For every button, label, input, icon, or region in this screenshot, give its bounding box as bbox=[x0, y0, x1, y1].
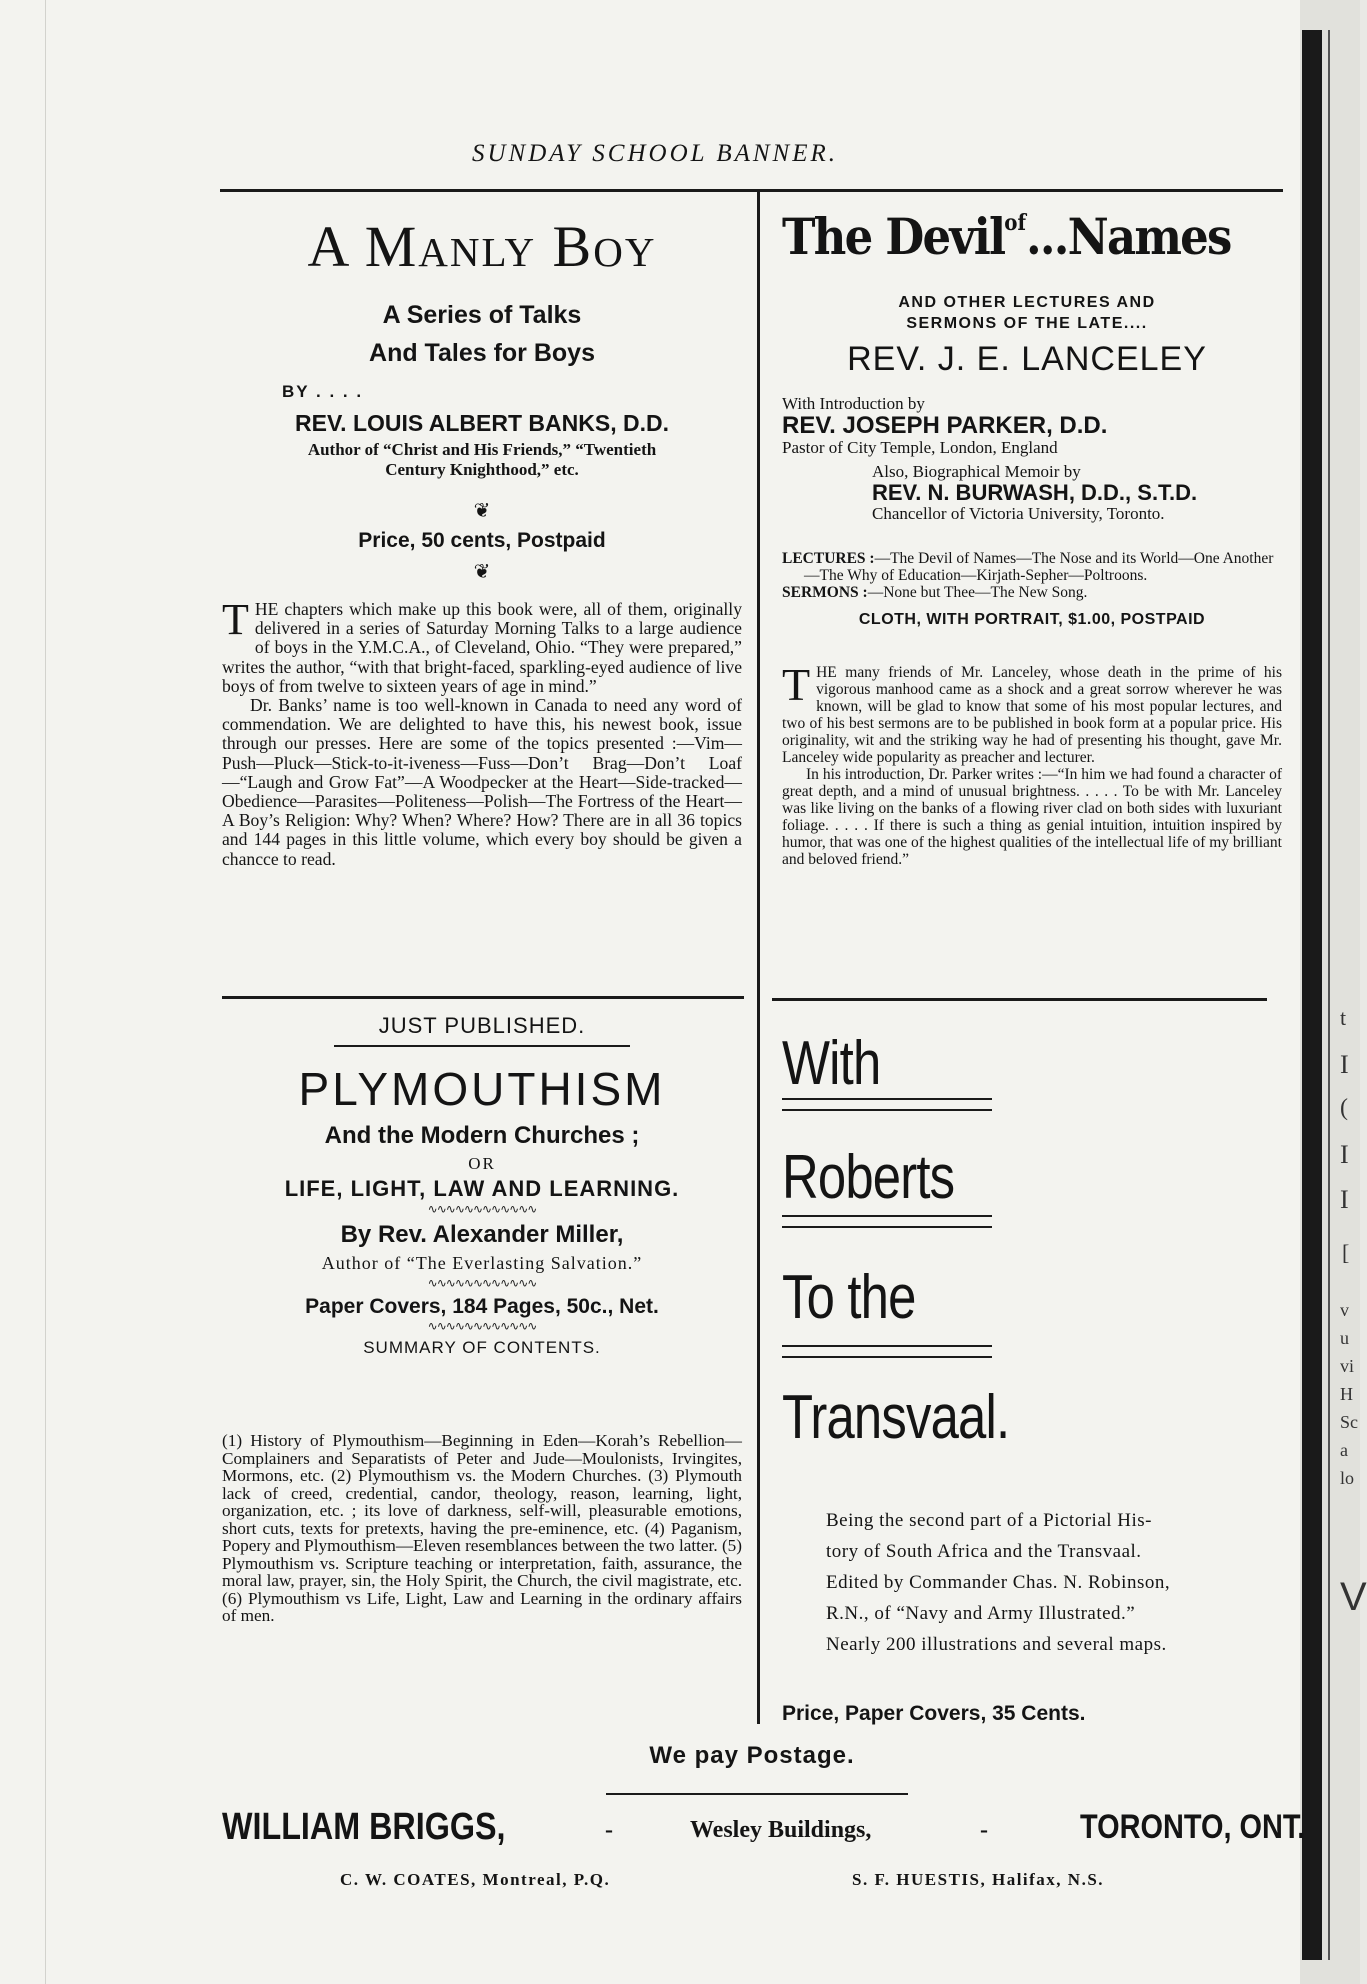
devil-title-of: of bbox=[1004, 210, 1027, 236]
devil-memoir-name: REV. N. BURWASH, D.D., S.T.D. bbox=[872, 480, 1198, 505]
publisher-name: WILLIAM BRIGGS, bbox=[222, 1806, 506, 1848]
fleuron-icon: ❦ bbox=[473, 500, 491, 522]
plymouthism-ad bbox=[222, 1013, 742, 1039]
roberts-title-line-3: To the bbox=[782, 1263, 916, 1332]
header-rule bbox=[220, 189, 1283, 192]
just-published-underline bbox=[334, 1045, 630, 1047]
manly-boy-author: REV. LOUIS ALBERT BANKS, D.D. bbox=[295, 410, 669, 436]
adjacent-glyph: u bbox=[1340, 1328, 1349, 1348]
manly-boy-by: BY . . . . bbox=[282, 382, 364, 401]
running-header: SUNDAY SCHOOL BANNER. bbox=[471, 140, 839, 167]
adjacent-glyph: vi bbox=[1340, 1356, 1355, 1376]
plymouthism-works: Author of “The Everlasting Salvation.” bbox=[321, 1253, 643, 1273]
devil-contents bbox=[782, 550, 1282, 628]
roberts-title-line-4: Transvaal. bbox=[782, 1383, 1010, 1452]
double-rule bbox=[782, 1345, 992, 1358]
roberts-desc-line: tory of South Africa and the Transvaal. bbox=[826, 1541, 1142, 1562]
manly-boy-body bbox=[222, 595, 742, 869]
adjacent-glyph: I bbox=[1340, 1185, 1349, 1214]
roberts-line-4-wrap bbox=[782, 1382, 1282, 1453]
devil-intro-label: With Introduction by bbox=[782, 394, 925, 413]
roberts-desc-line: Being the second part of a Pictorial His- bbox=[826, 1510, 1153, 1531]
devil-of-names-title-block bbox=[782, 207, 1282, 282]
squiggle-ornament: ∿∿∿∿∿∿∿∿∿∿∿∿ bbox=[427, 1319, 537, 1333]
manly-boy-paragraph-1: HE chapters which make up this book were, all of them, originally delivered in a series of Saturday Morning Talks to a large audience of boys in the Y.M.C.A., of Cleveland, Ohio. “They were prepared,” writes the author, “with that bright-faced, sparkling-eyed audience of live boys of from twelve to sixteen years of age in mind.” bbox=[222, 599, 742, 696]
devil-sermons bbox=[782, 584, 1282, 601]
drop-cap: T bbox=[782, 659, 811, 710]
plymouthism-summary: (1) History of Plymouthism—Beginning in Eden—Korah’s Rebellion—Complainers and Separatists of Peter and Jude—Moulonists, Irvingites, Mormons, etc. (2) Plymouthism vs. the Modern Churches. (3) Plymouth lack of creed, credential, candor, theology, reason, learning, light, organization, etc. ; its love of darkness, self-will, pleasurable emotions, short cuts, texts for pretexts, having the pre-eminence, etc. (4) Paganism, Popery and Plymouthism—Eleven resemblances between the two latter. (5) Plymouthism vs. Scripture teaching or interpretation, faith, assurance, the moral law, prayer, sin, the Holy Spirit, the Church, the civil magistrate, etc. (6) Plymouthism vs Life, Light, Law and Learning in the ordinary affairs of men. bbox=[222, 1431, 742, 1625]
devil-subtitle-block bbox=[772, 292, 1282, 379]
manly-boy-price: Price, 50 cents, Postpaid bbox=[358, 529, 606, 552]
plymouthism-price: Paper Covers, 184 Pages, 50c., Net. bbox=[305, 1295, 659, 1318]
roberts-title-line-2: Roberts bbox=[782, 1143, 955, 1212]
manly-boy-ad bbox=[222, 214, 742, 372]
devil-lectures-label: LECTURES : bbox=[782, 550, 875, 567]
plymouthism-summary-heading: SUMMARY OF CONTENTS. bbox=[363, 1338, 601, 1357]
adjacent-glyph: v bbox=[1340, 1300, 1349, 1320]
devil-memoir-role: Chancellor of Victoria University, Toronto. bbox=[872, 504, 1165, 523]
squiggle-ornament: ∿∿∿∿∿∿∿∿∿∿∿∿ bbox=[427, 1276, 537, 1290]
column-divider bbox=[757, 189, 760, 1724]
roberts-title-line-1: With bbox=[782, 1029, 881, 1098]
plymouthism-author: By Rev. Alexander Miller, bbox=[340, 1221, 624, 1248]
section-rule bbox=[772, 998, 1267, 1001]
devil-intro-name: REV. JOSEPH PARKER, D.D. bbox=[782, 412, 1108, 439]
devil-paragraph-1: HE many friends of Mr. Lanceley, whose death in the prime of his vigorous manhood came as a shock and a great sorrow wherever he was known, will be glad to know that some of his most popular lectures, and two of his best sermons are to be published in book form at a popular price. His originality, wit and the striking way he had of presenting his thought, gave Mr. Lanceley wide popularity as preacher and lecturer. bbox=[782, 664, 1282, 766]
postage-notice: We pay Postage. bbox=[649, 1742, 855, 1769]
adjacent-glyph: I bbox=[1340, 1140, 1349, 1169]
footer-dash: - bbox=[605, 1817, 613, 1843]
footer-dash: - bbox=[980, 1817, 988, 1843]
page-edge-line bbox=[45, 0, 46, 1984]
devil-title-part: Names bbox=[1067, 207, 1231, 266]
roberts-price: Price, Paper Covers, 35 Cents. bbox=[782, 1702, 1086, 1725]
devil-sermons-label: SERMONS : bbox=[782, 584, 868, 601]
drop-cap: T bbox=[222, 595, 249, 644]
adjacent-page-rule bbox=[1328, 30, 1330, 1960]
publisher-city: TORONTO, ONT. bbox=[1080, 1808, 1306, 1846]
devil-intro-block bbox=[782, 395, 1282, 523]
squiggle-ornament: ∿∿∿∿∿∿∿∿∿∿∿∿ bbox=[427, 1202, 537, 1216]
adjacent-glyph: H bbox=[1340, 1384, 1353, 1404]
devil-subtitle-1: AND OTHER LECTURES AND bbox=[898, 294, 1156, 311]
roberts-desc-line: R.N., of “Navy and Army Illustrated.” bbox=[826, 1603, 1136, 1624]
roberts-line-2-wrap bbox=[782, 1142, 1282, 1213]
plymouthism-subtitle: And the Modern Churches ; bbox=[324, 1122, 640, 1149]
devil-author: REV. J. E. LANCELEY bbox=[847, 340, 1207, 378]
adjacent-glyph: I bbox=[1340, 1050, 1349, 1079]
adjacent-page-binding-bar bbox=[1302, 30, 1322, 1960]
adjacent-glyph: Sc bbox=[1340, 1412, 1358, 1432]
plymouthism-title-block bbox=[222, 1063, 742, 1358]
devil-price: CLOTH, WITH PORTRAIT, $1.00, POSTPAID bbox=[858, 611, 1206, 628]
footer-rule bbox=[606, 1793, 908, 1795]
adjacent-glyph: [ bbox=[1342, 1240, 1350, 1265]
roberts-desc-line: Nearly 200 illustrations and several maps. bbox=[826, 1634, 1167, 1655]
devil-lectures-text: —The Devil of Names—The Nose and its World—One Another—The Why of Education—Kirjath-Sepher—Poltroons. bbox=[804, 550, 1274, 584]
roberts-line-3-wrap bbox=[782, 1262, 1282, 1333]
devil-memoir-label: Also, Biographical Memoir by bbox=[872, 462, 1081, 481]
plymouthism-title: PLYMOUTHISM bbox=[298, 1063, 666, 1115]
devil-intro-role: Pastor of City Temple, London, England bbox=[782, 438, 1058, 457]
roberts-description bbox=[826, 1505, 1296, 1660]
devil-of-names-title: The Devil$^{of}$...Names bbox=[782, 207, 1231, 266]
adjacent-glyph: V bbox=[1340, 1575, 1367, 1619]
plymouthism-subtitle-2: LIFE, LIGHT, LAW AND LEARNING. bbox=[284, 1176, 680, 1201]
manly-boy-paragraph-2: Dr. Banks’ name is too well-known in Canada to need any word of commendation. We are delighted to have this, his newest book, issue through our presses. Here are some of the topics presented :—Vim—Push—Pluck—Stick-to-it-iveness—Fuss—Don’t Brag—Don’t Loaf—“Laugh and Grow Fat”—A Woodpecker at the Heart—Side-tracked—Obedience—Parasites—Politeness—Polish—The Fortress of the Heart—A Boy’s Religion: Why? When? Where? How? There are in all 36 topics and 144 pages in this little volume, which every boy should be given a chancce to read. bbox=[222, 695, 742, 869]
devil-sermons-text: —None but Thee—The New Song. bbox=[867, 584, 1088, 601]
devil-lectures bbox=[782, 550, 1282, 584]
adjacent-glyph: t bbox=[1340, 1005, 1347, 1030]
devil-subtitle-2: SERMONS OF THE LATE.... bbox=[906, 315, 1148, 332]
adjacent-glyph: lo bbox=[1340, 1468, 1355, 1488]
devil-paragraph-2: In his introduction, Dr. Parker writes :—“In him we had found a character of great depth, and a mind of unusual brightness. . . . . To be with Mr. Lanceley was like living on the banks of a flowing river clad on both sides with luxuriant foliage. . . . . If there is such a thing as genial intuition, intuition inspired by humor, that was one of the highest qualities of the intellectual life of my brilliant and beloved friend.” bbox=[782, 766, 1282, 868]
manly-boy-author-block bbox=[222, 410, 742, 584]
plymouthism-or: OR bbox=[468, 1154, 496, 1173]
devil-body bbox=[782, 659, 1282, 868]
adjacent-glyph: ( bbox=[1340, 1095, 1348, 1121]
manly-boy-title: A Manly Boy bbox=[307, 214, 657, 279]
devil-title-part: The Devil bbox=[782, 207, 1005, 266]
roberts-ad bbox=[782, 1028, 1282, 1099]
double-rule bbox=[782, 1215, 992, 1228]
manly-boy-works-2: Century Knighthood,” etc. bbox=[385, 460, 579, 479]
section-rule bbox=[222, 996, 744, 999]
agent-montreal: C. W. COATES, Montreal, P.Q. bbox=[340, 1870, 611, 1889]
manly-boy-works-1: Author of “Christ and His Friends,” “Twentieth bbox=[307, 440, 657, 459]
manly-boy-subtitle-2: And Tales for Boys bbox=[369, 339, 595, 367]
agent-halifax: S. F. HUESTIS, Halifax, N.S. bbox=[852, 1870, 1105, 1889]
just-published: JUST PUBLISHED. bbox=[378, 1013, 586, 1038]
adjacent-glyph: a bbox=[1340, 1440, 1348, 1460]
manly-boy-subtitle-1: A Series of Talks bbox=[382, 301, 582, 329]
publisher-address: Wesley Buildings, bbox=[690, 1817, 872, 1843]
double-rule bbox=[782, 1098, 992, 1111]
fleuron-icon: ❦ bbox=[473, 561, 491, 583]
roberts-desc-line: Edited by Commander Chas. N. Robinson, bbox=[826, 1572, 1171, 1593]
